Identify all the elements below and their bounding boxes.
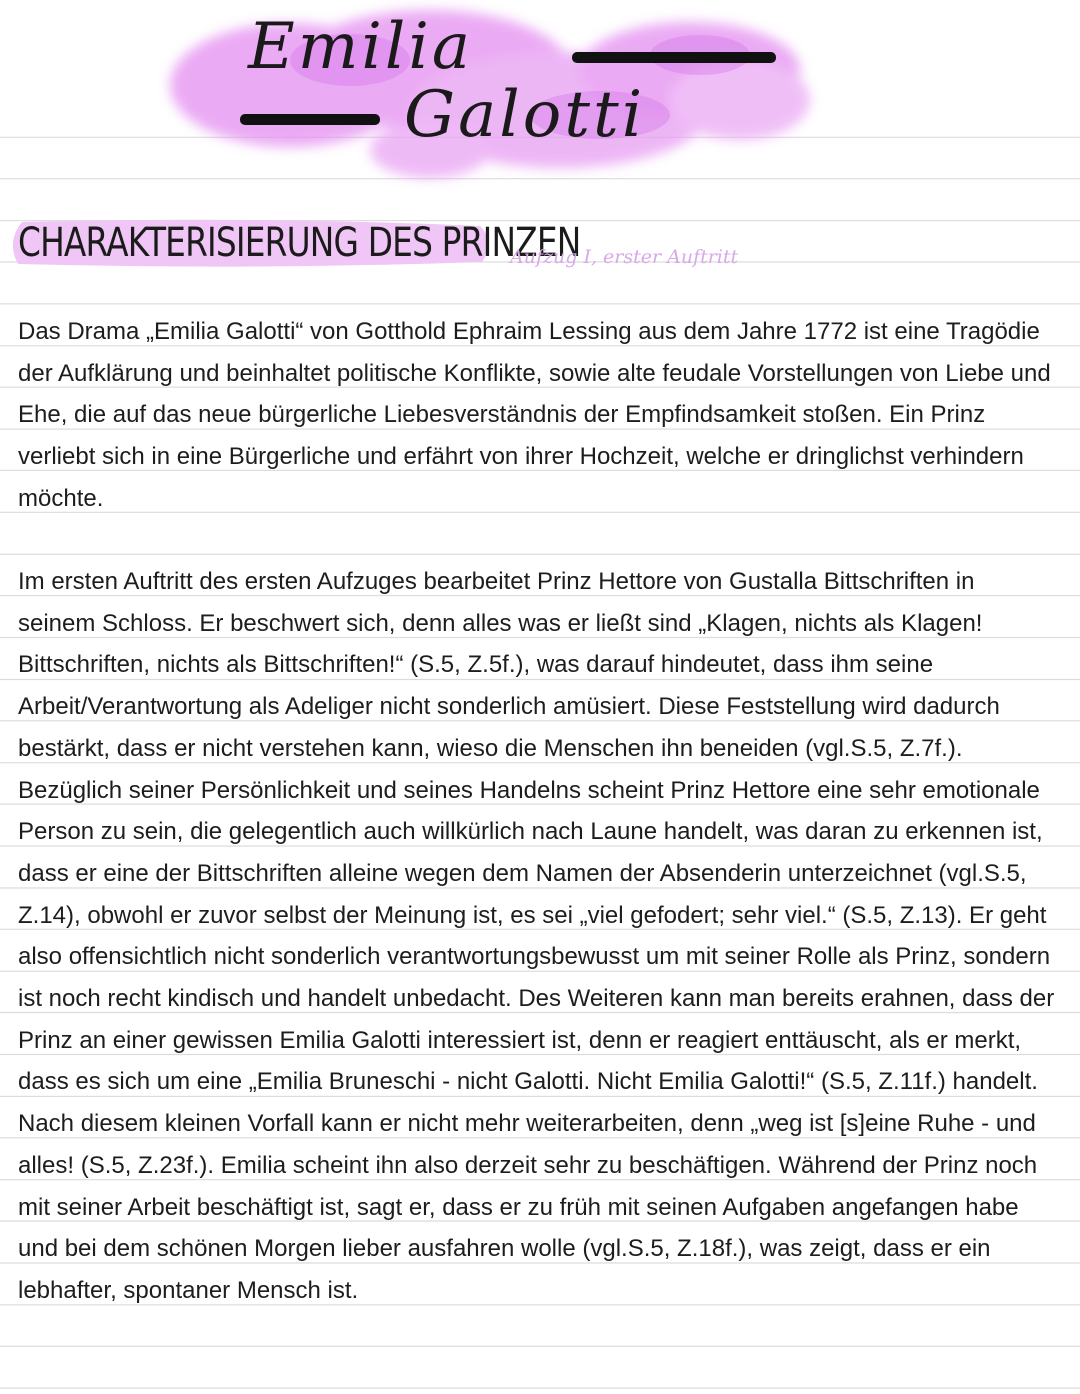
title-word-galotti: Galotti bbox=[404, 78, 646, 152]
heading-subtitle: Aufzug I, erster Auftritt bbox=[510, 246, 739, 268]
paragraph-analysis: Im ersten Auftritt des ersten Aufzuges bearbeitet Prinz Hettore von Gustalla Bittschriften in seinem Schloss. Er beschwert sich, denn alles was er ließt sind „Klagen, nichts als Klagen! Bittschriften, nichts als Bittschriften!“ (S.5, Z.5f.), was darauf hindeutet, dass ihm seine Arbeit/Verantwortung als Adeliger nicht sonderlich amüsiert. Diese Feststellung wird dadurch bestärkt, dass er nicht verstehen kann, wieso die Menschen ihn beneiden (vgl.S.5, Z.7f.). Bezüglich seiner Persönlichkeit und seines Handelns scheint Prinz Hettore eine sehr emotionale Person zu sein, die gelegentlich auch willkürlich nach Laune handelt, was daran zu erkennen ist, dass er eine der Bittschriften alleine wegen dem Namen der Absenderin unterzeichnet (vgl.S.5, Z.14), obwohl er zuvor selbst der Meinung ist, es sei „viel gefodert; sehr viel.“ (S.5, Z.13). Er geht also offensichtlich nicht sonderlich verantwortungsbewusst um mit seiner Rolle als Prinz, sondern ist noch recht kindisch und handelt unbedacht. Des Weiteren kann man bereits erahnen, dass der Prinz an einer gewissen Emilia Galotti interessiert ist, denn er reagiert enttäuscht, als er merkt, dass es sich um eine „Emilia Bruneschi - nicht Galotti. Nicht Emilia Galotti!“ (S.5, Z.11f.) handelt. Nach diesem kleinen Vorfall kann er nicht mehr weiterarbeiten, denn „weg ist [s]eine Ruhe - und alles! (S.5, Z.23f.). Emilia scheint ihn also derzeit sehr zu beschäftigen. Während der Prinz noch mit seiner Arbeit beschäftigt ist, sagt er, dass er zu früh mit seinen Aufgaben angefangen habe und bei dem schönen Morgen lieber ausfahren wolle (vgl.S.5, Z.18f.), was zeigt, dass er ein lebhafter, spontaner Mensch ist. bbox=[18, 568, 1055, 1304]
title-stroke-right bbox=[572, 52, 776, 63]
title-block bbox=[0, 0, 1080, 190]
title-word-emilia: Emilia bbox=[248, 10, 473, 84]
paragraph-intro: Das Drama „Emilia Galotti“ von Gotthold Ephraim Lessing aus dem Jahre 1772 ist eine Tragödie der Aufklärung und beinhaltet politische Konflikte, sowie alte feudale Vorstellungen von Liebe und Ehe, die auf das neue bürgerliche Liebesverständnis der Empfindsamkeit stoßen. Ein Prinz verliebt sich in eine Bürgerliche und erfährt von ihrer Hochzeit, welche er dringlichst verhindern möchte. bbox=[18, 318, 1051, 512]
heading-title: CHARAKTERISIERUNG DES PRINZEN bbox=[18, 220, 581, 266]
section-heading bbox=[0, 212, 1080, 282]
title-stroke-left bbox=[240, 114, 380, 125]
